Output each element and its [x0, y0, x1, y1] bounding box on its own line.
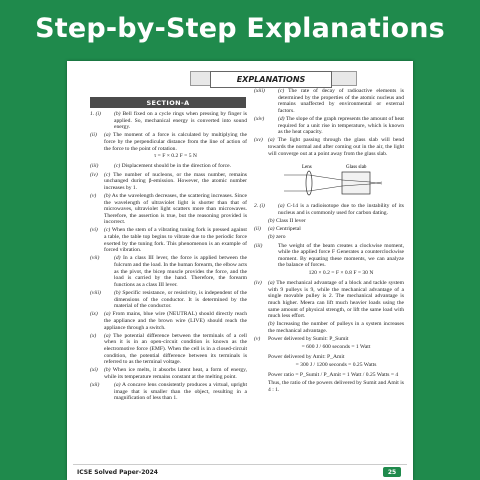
item-number: 2. (i) — [254, 203, 265, 210]
item-body — [268, 380, 404, 393]
glass-slab-shape — [342, 172, 370, 194]
item-text: As the wavelength decreases, the scattering increases. Since the wavelength of ultraviolet light is shorter than that of microwaves, ultraviolet light scatters more than microwaves. Therefore, the assertion is true, but the reasoning provided is incorrect. — [104, 192, 247, 226]
ray-bottom-mid — [309, 186, 342, 191]
item-text: Power ratio = P_Sumit / P_Amit = 1 Watt / 0.25 Watts = 4 — [268, 371, 399, 378]
item-option: (b) — [268, 234, 275, 241]
page-footer — [67, 460, 413, 480]
item-body — [104, 193, 247, 226]
item-option: (a) — [104, 132, 111, 139]
section-heading: SECTION-A — [90, 97, 246, 108]
item-text: The rate of decay of radioactive elements is determined by the properties of the atomic nucleus and remains unaffected by environmental or external factors. — [278, 88, 404, 114]
header-label: EXPLANATIONS — [210, 71, 332, 88]
item-body — [114, 382, 247, 402]
answer-item — [254, 226, 404, 233]
item-option: (b) — [104, 192, 111, 199]
item-body — [268, 137, 404, 157]
item-number: (v) — [254, 336, 261, 343]
item-number: (iv) — [90, 171, 98, 178]
item-number — [254, 321, 268, 334]
item-option: (c) — [114, 163, 121, 170]
answer-item — [254, 243, 404, 279]
answer-item — [254, 336, 404, 352]
item-number: (vi) — [90, 227, 98, 234]
answer-item — [90, 172, 247, 192]
banner — [0, 0, 480, 56]
ray-top-mid — [309, 175, 342, 180]
item-body — [268, 321, 404, 334]
item-number: (ix) — [90, 311, 98, 318]
item-text: The light passing through the glass slab will bend towards the normal and after coming out in the air, the light will converge out at a point away from the glass slab. — [268, 137, 404, 157]
item-body — [114, 255, 247, 288]
answer-item — [90, 367, 247, 380]
answer-item — [90, 132, 247, 161]
item-option: (a) — [268, 226, 275, 233]
item-option: (c) — [104, 171, 111, 178]
item-text: Thus, the ratio of the powers delivered by Sumit and Amit is 4 : 1. — [268, 379, 404, 393]
answer-item — [254, 218, 404, 225]
item-text: Class II lever — [275, 218, 306, 225]
banner-title: Step-by-Step Explanations — [35, 12, 445, 44]
item-option: (c) — [104, 227, 111, 234]
item-body — [104, 333, 247, 366]
answer-item — [90, 333, 247, 366]
item-option: (a) — [114, 382, 121, 389]
item-option: (d) — [278, 115, 285, 122]
item-text: Power delivered by Amit: P_Amit — [268, 353, 345, 360]
item-number: 1. (i) — [90, 111, 101, 117]
item-formula: 120 × 0.2 = F × 0.8 F = 30 N — [308, 270, 374, 277]
item-body — [104, 172, 247, 192]
answer-item — [90, 227, 247, 253]
item-number: (x) — [90, 332, 97, 339]
item-text: The mechanical advantage of a block and tackle system with 9 pulleys is 9, while the mechanical advantage of a single movable pulley is 2. The mechanical advantage is much higher. Meera can lift much heavier loads using the same amount of physical strength, or lift the same load with much less effort. — [268, 280, 404, 320]
item-number — [254, 234, 268, 241]
answer-item — [254, 321, 404, 334]
item-number: (iii) — [254, 242, 263, 249]
item-text: C-14 is a radioisotope due to the instability of its nucleus and is commonly used for carbon dating. — [278, 203, 404, 216]
item-body — [278, 88, 404, 114]
item-body — [268, 336, 404, 352]
item-number: (iii) — [90, 163, 99, 170]
item-number: (v) — [90, 192, 97, 199]
left-column — [90, 111, 247, 403]
item-number: (xi) — [90, 367, 98, 374]
answer-item — [90, 193, 247, 226]
item-number: (ii) — [254, 226, 261, 233]
answer-item — [254, 380, 404, 393]
item-text: The weight of the beam creates a clockwise moment, while the applied force F Generates a counterclockwise moment. By equating these moments, we can analyze the balance of forces. — [278, 242, 404, 269]
item-text: The slope of the graph represents the amount of heat required for a unit rise in temperature, which is known as the heat capacity. — [278, 115, 404, 136]
q2-items — [254, 203, 404, 393]
item-number: (vii) — [90, 255, 100, 262]
item-body — [268, 354, 404, 370]
slab-label: Glass slab — [346, 164, 367, 170]
item-text: Centripetal — [275, 226, 301, 233]
item-number: (xv) — [254, 137, 263, 144]
answer-item — [90, 111, 247, 131]
item-number: (xiv) — [254, 115, 265, 122]
item-body — [268, 372, 404, 379]
item-option: (b) — [114, 290, 121, 296]
item-option: (b) — [268, 321, 275, 328]
right-column — [254, 88, 404, 395]
answer-item — [254, 354, 404, 370]
item-text: The potential difference between the terminals of a cell when it is in an open-circuit condition is known as the electromotive force (EMF). When the cell is in a closed-circuit condition, the potential difference between its terminals is referred to as the terminal voltage. — [104, 332, 247, 366]
document-page — [67, 61, 413, 480]
item-body — [114, 163, 247, 170]
answer-item — [254, 280, 404, 320]
footer-rule — [73, 464, 407, 465]
item-body — [104, 227, 247, 253]
item-formula: = 300 J / 1200 seconds = 0.25 Watts — [295, 361, 377, 368]
item-number: (viii) — [90, 290, 101, 296]
answer-item — [90, 290, 247, 310]
item-text: Specific resistance, or resistivity, is independent of the dimensions of the conductor. It is determined by the material of the conductor. — [114, 290, 247, 310]
answer-item — [254, 137, 404, 157]
item-formula: τ = F × 0.2 F = 5 N — [154, 153, 197, 160]
item-text: From mains, blue wire (NEUTRAL) should directly reach the appliance and the brown wire (LIVE) should reach the appliance through a switch. — [104, 311, 247, 331]
item-text: A concave lens consistently produces a virtual, upright image that is smaller than the object, resulting in a magnification of less than 1. — [114, 382, 247, 402]
lens-label: Lens — [302, 164, 312, 170]
right-items — [254, 88, 404, 157]
lens-shape — [306, 171, 312, 195]
item-number: (ii) — [90, 132, 97, 139]
item-option: (a) — [104, 332, 111, 339]
answer-item — [254, 88, 404, 114]
item-option: (a) — [268, 280, 275, 287]
answer-item — [90, 311, 247, 331]
item-option: (b) — [114, 111, 121, 117]
item-text: Power delivered by Sumit: P_Sumit — [268, 336, 349, 343]
item-number — [254, 372, 268, 379]
item-text: Displacement should be in the direction of force. — [121, 163, 231, 170]
answer-item — [254, 203, 404, 216]
item-number — [254, 380, 268, 393]
answer-item — [254, 234, 404, 241]
item-option: (b) — [268, 218, 275, 225]
item-text: zero — [275, 234, 286, 241]
item-option: (c) — [278, 88, 285, 94]
answer-item — [90, 382, 247, 402]
answer-item — [254, 372, 404, 379]
item-body — [114, 290, 247, 310]
page-number-badge: 25 — [383, 467, 401, 477]
item-option: (a) — [104, 311, 111, 318]
item-body — [268, 226, 404, 233]
item-option: (b) — [104, 367, 111, 374]
footer-title: ICSE Solved Paper-2024 — [77, 469, 158, 476]
item-body — [268, 280, 404, 320]
item-text: The moment of a force is calculated by multiplying the force by the perpendicular distance from the line of action of the force to the point of rotation. — [104, 132, 247, 152]
item-body — [268, 234, 404, 241]
item-text: When the stem of a vibrating tuning fork is pressed against a table, the table top begins to vibrate due to the periodic force exerted by the tuning fork. This phenomenon is an example of forced vibration. — [104, 227, 247, 254]
item-body — [268, 218, 404, 225]
item-number: (xii) — [90, 382, 100, 389]
item-option: (d) — [114, 255, 121, 262]
item-option: (a) — [268, 137, 275, 144]
item-body — [104, 367, 247, 380]
answer-item — [90, 163, 247, 170]
item-number — [254, 218, 268, 225]
lens-slab-diagram — [254, 161, 404, 199]
item-body — [278, 116, 404, 136]
item-text: When ice melts, it absorbs latent heat, a form of energy, while its temperature remains constant at the melting point. — [104, 367, 247, 380]
item-body — [114, 111, 247, 131]
item-text: The number of nucleons, or the mass number, remains unchanged during β-emission. However, the atomic number increases by 1. — [104, 171, 247, 191]
answer-item — [254, 116, 404, 136]
item-option: (a) — [278, 203, 285, 210]
item-body — [278, 203, 404, 216]
item-body — [104, 311, 247, 331]
item-number: (xiii) — [254, 88, 265, 94]
item-body — [278, 243, 404, 279]
item-text: In a class III lever, the force is applied between the fulcrum and the load. In the human forearm, the elbow acts as the pivot, the bicep muscle provides the force, and the load is carried by the hand. Therefore, the forearm functions as a class III lever. — [114, 255, 247, 288]
answer-item — [90, 255, 247, 288]
item-formula: = 600 J / 600 seconds = 1 Watt — [301, 343, 371, 350]
item-number — [254, 354, 268, 370]
item-text: Bell fixed on a cycle rings when pressing by finger is applied. So, mechanical energy is converted into sound energy. — [114, 111, 247, 131]
item-body — [104, 132, 247, 161]
item-number: (iv) — [254, 280, 262, 287]
item-text: Increasing the number of pulleys in a system increases the mechanical advantage. — [268, 321, 404, 334]
